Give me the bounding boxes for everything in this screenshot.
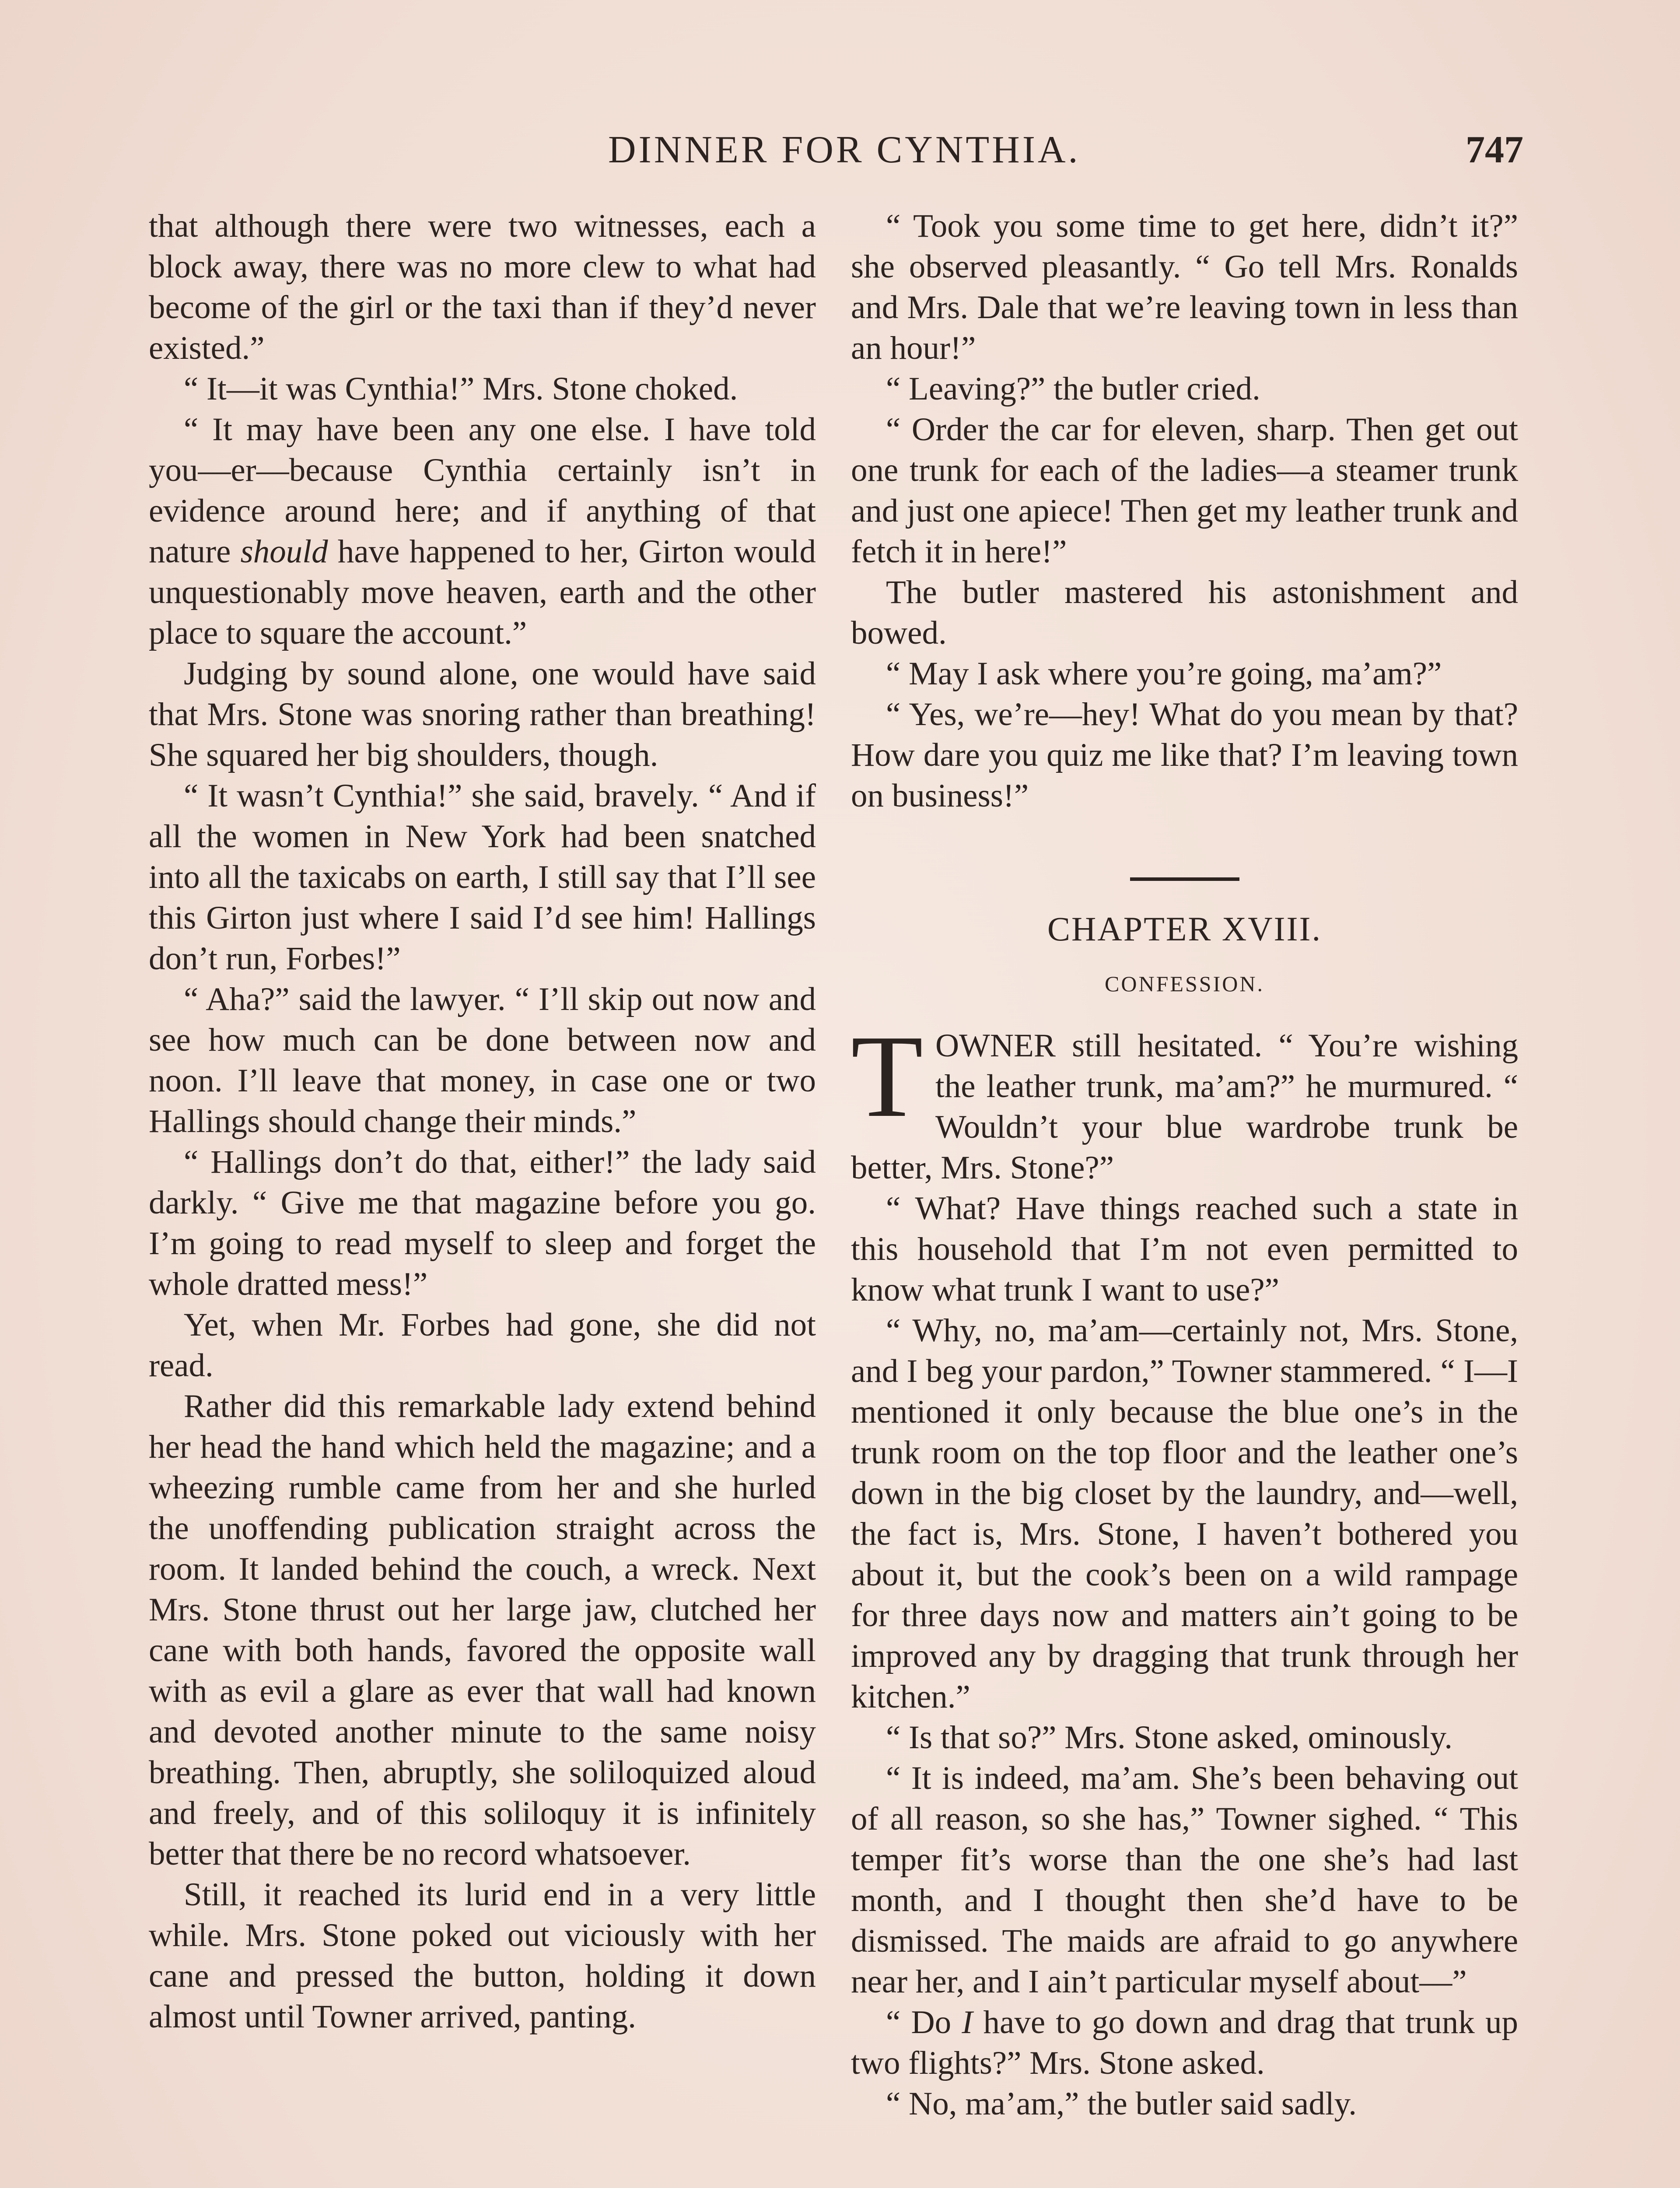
paragraph: “ Hallings don’t do that, either!” the lady said darkly. “ Give me that magazine before you go. I’m going to read myself to sleep and forget the whole dratted mess!” [149, 1144, 816, 1302]
chapter-opening-paragraph [851, 1011, 1518, 1188]
paragraph [851, 2002, 1518, 2083]
drop-cap: T [851, 1011, 923, 1142]
paragraph: that although there were two witnesses, each a block away, there was no more clew to what had become of the girl or the taxi than if they’d never existed.” [149, 208, 816, 366]
paragraph-text: have to go down and drag that trunk up two flights?” Mrs. Stone asked. [851, 2004, 1518, 2081]
paragraph: Rather did this remarkable lady extend behind her head the hand which held the magazine; and a wheezing rumble came from her and she hurled the unoffending publication straight across the room. It landed behind the couch, a wreck. Next Mrs. Stone thrust out her large jaw, clutched her cane with both hands, favored the opposite wall with as evil a glare as ever that wall had known and devoted another minute to the same noisy breathing. Then, abruptly, she soliloquized aloud and freely, and of this soliloquy it is infinitely better that there be no record whatsoever. [149, 1388, 816, 1872]
paragraph: “ Order the car for eleven, sharp. Then get out one trunk for each of the ladies—a steamer trunk and just one apiece! Then get my leather trunk and fetch it in here!” [851, 411, 1518, 570]
paragraph-text: OWNER still hesitated. “ You’re wishing the leather trunk, ma’am?” he murmured. “ Wouldn’t your blue wardrobe trunk be better, Mrs. Stone?” [851, 1027, 1518, 1186]
paragraph: “ It wasn’t Cynthia!” she said, bravely. “ And if all the women in New York had been snatched into all the taxicabs on earth, I still say that I’ll see this Girton just where I said I’d see him! Hallings don’t run, Forbes!” [149, 778, 816, 977]
paragraph: “ Is that so?” Mrs. Stone asked, ominously. [886, 1719, 1452, 1756]
page-number: 747 [1466, 129, 1523, 171]
paragraph: Judging by sound alone, one would have said that Mrs. Stone was snoring rather than breathing! She squared her big shoulders, though. [149, 656, 816, 773]
paragraph [149, 409, 816, 653]
paragraph: “ Aha?” said the lawyer. “ I’ll skip out now and see how much can be done between now and noon. I’ll leave that money, in case one or two Hallings should change their minds.” [149, 981, 816, 1140]
paragraph: “ Took you some time to get here, didn’t it?” she observed pleasantly. “ Go tell Mrs. Ronalds and Mrs. Dale that we’re leaving town in less than an hour!” [851, 208, 1518, 366]
section-divider [1130, 877, 1239, 881]
paragraph: “ May I ask where you’re going, ma’am?” [886, 656, 1442, 692]
paragraph: “ No, ma’am,” the butler said sadly. [886, 2086, 1357, 2122]
chapter-subtitle: CONFESSION. [1105, 971, 1264, 996]
paragraph-text: have happened to her, Girton would unquestionably move heaven, earth and the other place to square the account.” [149, 533, 816, 651]
paragraph: “ What? Have things reached such a state in this household that I’m not even permitted to know what trunk I want to use?” [851, 1190, 1518, 1308]
paragraph: The butler mastered his astonishment and bowed. [851, 574, 1518, 651]
paragraph-text: “ It may have been any one else. I have told you—er—because Cynthia certainly isn’t in evidence around here; and if anything of that nature [149, 411, 816, 570]
paragraph-text: “ Do [886, 2004, 962, 2041]
running-title: DINNER FOR CYNTHIA. [608, 129, 1081, 171]
paragraph: “ Leaving?” the butler cried. [886, 371, 1260, 407]
chapter-title: CHAPTER XVIII. [1047, 910, 1322, 948]
paragraph: “ Yes, we’re—hey! What do you mean by that? How dare you quiz me like that? I’m leaving town on business!” [851, 696, 1518, 814]
paragraph: Yet, when Mr. Forbes had gone, she did not read. [149, 1307, 816, 1384]
page-header [0, 128, 1680, 180]
right-column [851, 206, 1518, 2124]
italic-word: should [240, 533, 328, 570]
paragraph: Still, it reached its lurid end in a very little while. Mrs. Stone poked out viciously with her cane and pressed the button, holding it down almost until Towner arrived, panting. [149, 1876, 816, 2035]
paragraph: “ It—it was Cynthia!” Mrs. Stone choked. [184, 371, 738, 407]
paragraph: “ It is indeed, ma’am. She’s been behaving out of all reason, so she has,” Towner sighed. “ This temper fit’s worse than the one she’s had last month, and I thought then she’d have to be dismissed. The maids are afraid to go anywhere near her, and I ain’t particular myself about—” [851, 1760, 1518, 2000]
paragraph: “ Why, no, ma’am—certainly not, Mrs. Stone, and I beg your pardon,” Towner stammered. “ I—I mentioned it only because the blue one’s in the trunk room on the top floor and the leather one’s down in the big closet by the laundry, and—well, the fact is, Mrs. Stone, I haven’t bothered you about it, but the cook’s been on a wild rampage for three days now and matters ain’t going to be improved any by dragging that trunk through her kitchen.” [851, 1312, 1518, 1715]
italic-word: I [962, 2004, 973, 2041]
left-column [149, 206, 816, 2037]
